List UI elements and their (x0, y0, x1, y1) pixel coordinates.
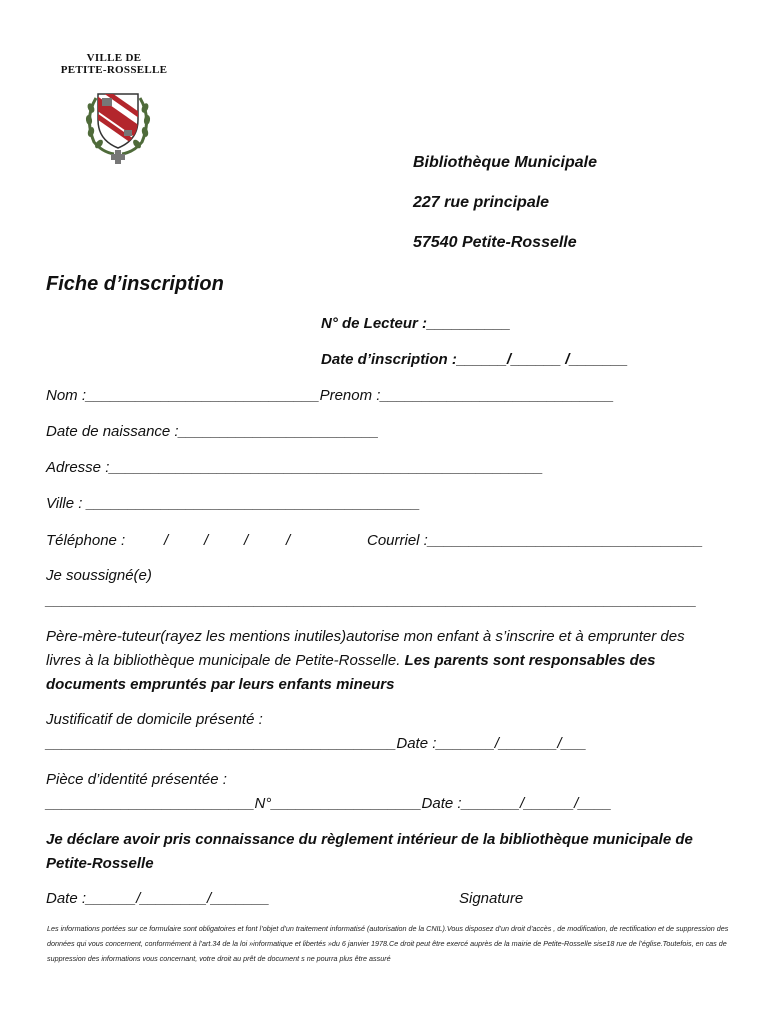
id-document-label: Pièce d’identité présentée : (46, 771, 227, 788)
library-city: 57540 Petite-Rosselle (413, 234, 577, 251)
form-title: Fiche d’inscription (46, 273, 224, 295)
email-field[interactable]: Courriel :_________________________________ (367, 532, 704, 549)
town-name-line1: VILLE DE (86, 52, 142, 64)
undersigned-field[interactable]: ______________________________________________________________________________ (46, 592, 697, 609)
proof-of-address-field[interactable]: __________________________________________Date :_______/_______/___ (46, 735, 587, 752)
undersigned-label: Je soussigné(e) (46, 567, 152, 584)
phone-slash: / (164, 532, 169, 549)
library-street: 227 rue principale (413, 194, 550, 211)
reader-number-field[interactable]: N° de Lecteur :__________ (321, 315, 511, 332)
id-document-field[interactable]: _________________________N°__________________Date :_______/______/____ (46, 795, 612, 812)
birth-date-field[interactable]: Date de naissance :________________________ (46, 423, 379, 440)
phone-slash: / (204, 532, 209, 549)
proof-of-address-label: Justificatif de domicile présenté : (46, 711, 263, 728)
signature-date-field[interactable]: Date :______/________/_______ (46, 890, 270, 907)
legal-notice: Les informations portées sur ce formulaire sont obligatoires et font l’objet d’un traitement informatisé (autorisation de la CNIL).Vous disposez d’un droit d’accès , de modification, de rectification et de suppression des données qui vous concernent, conformément à l’art.34 de la loi »informatique et libertés »du 6 janvier 1978.Ce droit peut être exercé auprès de la mairie de Petite-Rosselle sise18 rue de l’église.Toutefois, en cas de suppression des informations vous concernant, votre droit au prêt de document s ne pourra plus être assuré (47, 924, 729, 963)
parental-consent-paragraph (46, 625, 686, 697)
phone-label: Téléphone : (46, 532, 126, 549)
library-name: Bibliothèque Municipale (413, 154, 598, 171)
coat-of-arms-logo (82, 86, 154, 166)
name-field[interactable]: Nom :____________________________Prenom :____________________________ (46, 387, 615, 404)
consent-text: Père-mère-tuteur(rayez les mentions inutiles)autorise mon enfant à s’inscrire et à emprunter des livres à la bibliothèque municipale de Petite-Rosselle. (46, 628, 685, 669)
phone-slash: / (244, 532, 249, 549)
consent-bold-text: Les parents sont responsables des documents empruntés par leurs enfants mineurs (46, 652, 656, 693)
rules-declaration: Je déclare avoir pris connaissance du règlement intérieur de la bibliothèque municipale de Petite-Rosselle (46, 831, 693, 872)
city-field[interactable]: Ville : ________________________________________ (46, 495, 421, 512)
signature-label: Signature (459, 890, 524, 907)
registration-date-field[interactable]: Date d’inscription :______/______ /_______ (321, 351, 628, 368)
town-name (52, 52, 176, 76)
phone-slash: / (286, 532, 291, 549)
town-name-line2: PETITE-ROSSELLE (60, 64, 168, 76)
address-field[interactable]: Adresse :____________________________________________________ (46, 459, 544, 476)
